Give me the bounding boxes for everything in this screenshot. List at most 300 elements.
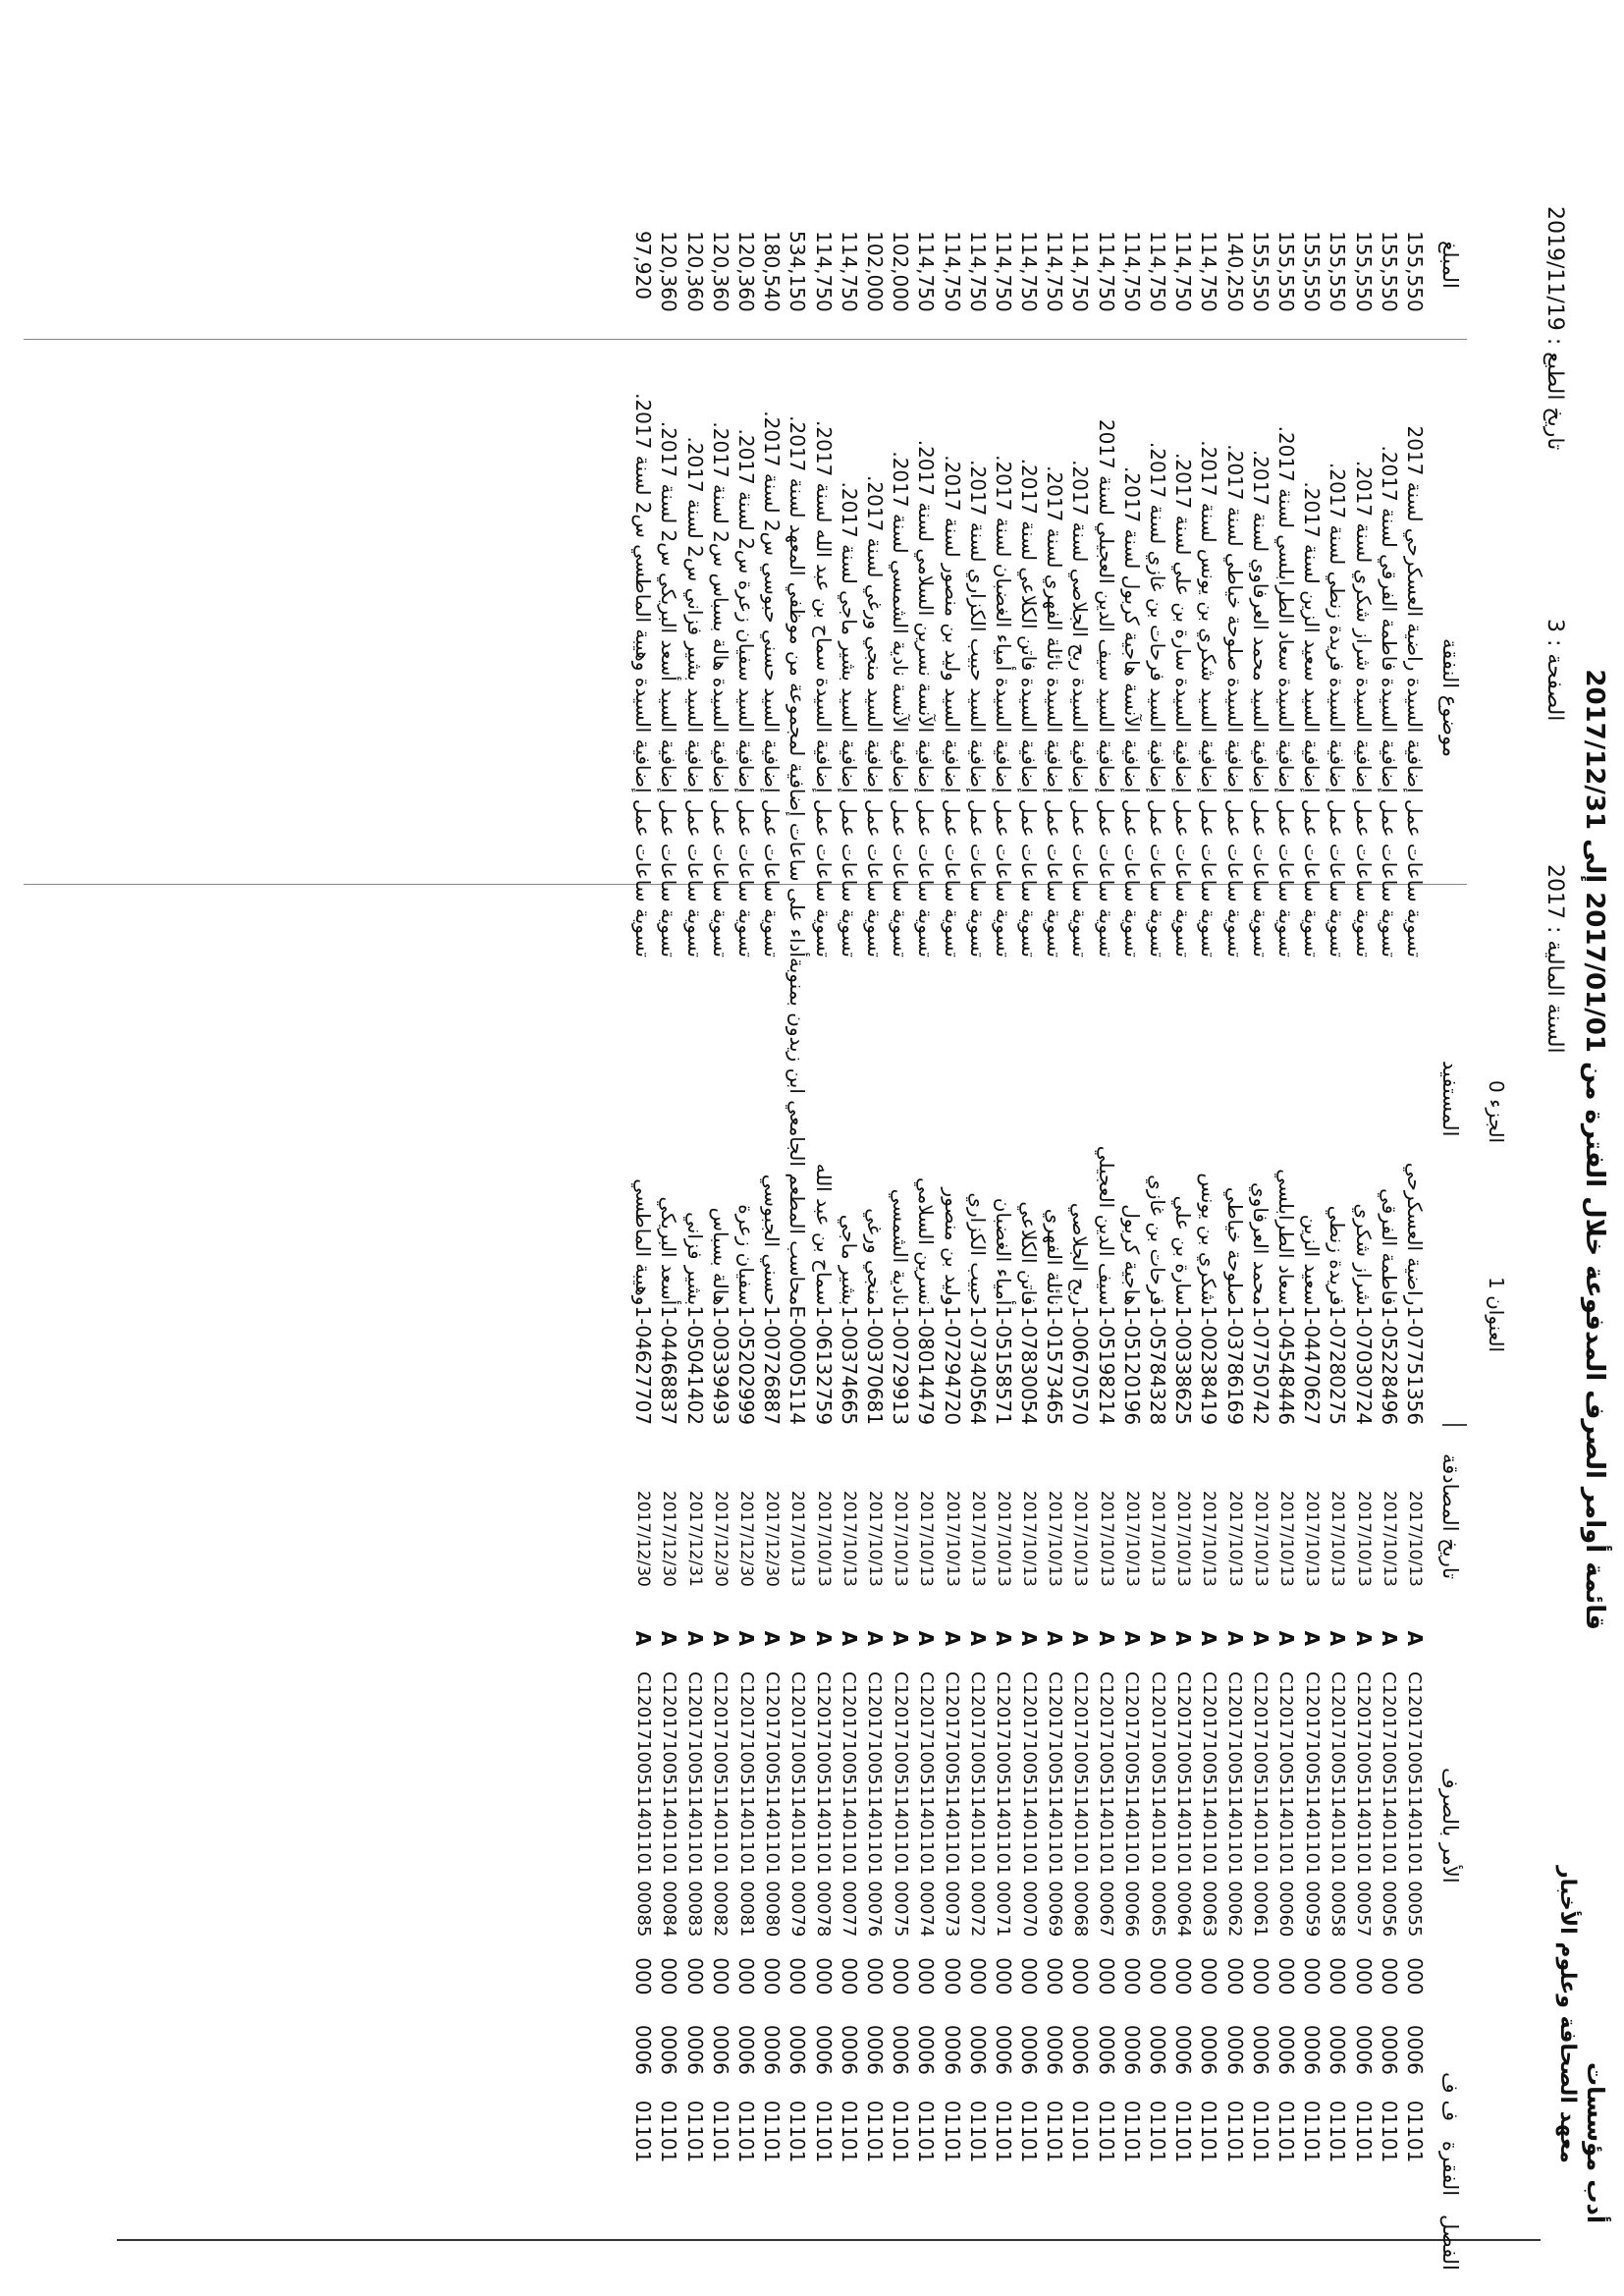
amount-cell: 102,000 <box>889 231 913 312</box>
subject-cell: تسوية ساعات عمل إضافية السيدة فريدة زنطي لسنة 2017. <box>1326 462 1350 957</box>
beneficiary-name-cell: فريدة زنطي <box>1326 1205 1350 1306</box>
status-cell: A <box>1351 1630 1376 1647</box>
order-cell: C12017100511401101 00085 <box>632 1671 654 1938</box>
status-cell: A <box>862 1630 887 1647</box>
beneficiary-name-cell: حسني الجبوسي <box>760 1174 785 1306</box>
amount-cell: 120,360 <box>734 231 759 312</box>
date-cell: 2017/10/13 <box>916 1490 937 1587</box>
unwan-label: العنوان <box>1485 1295 1508 1353</box>
table-row <box>1377 231 1402 2180</box>
subparagraph-cell: 000 <box>965 1957 990 1995</box>
date-cell: 2017/10/13 <box>967 1490 988 1587</box>
col-subparagraph: ف ف <box>1438 2072 1462 2122</box>
subparagraph-cell: 000 <box>862 1957 887 1995</box>
beneficiary-id-cell: 1-05784328 <box>1146 1305 1170 1426</box>
date-cell: 2017/12/30 <box>710 1490 731 1587</box>
page-label: الصفحة : <box>1543 639 1567 722</box>
subject-cell: تسوية ساعات عمل إضافية السيد وليد بن منصور لسنة 2017. <box>940 455 964 957</box>
beneficiary-id-cell: 1-05198214 <box>1094 1305 1118 1426</box>
beneficiary-name-cell: شكري بن يونس <box>1197 1173 1221 1306</box>
chapter-cell: 01101 <box>862 2100 887 2163</box>
subparagraph-cell: 000 <box>1248 1957 1272 1995</box>
subparagraph-cell: 000 <box>1273 1957 1298 1995</box>
chapter-cell: 01101 <box>1300 2100 1325 2163</box>
date-cell: 2017/12/30 <box>762 1490 783 1587</box>
order-cell: C12017100511401101 00064 <box>1172 1671 1194 1938</box>
subparagraph-cell: 000 <box>1222 1957 1247 1995</box>
beneficiary-id-cell: 1-07030724 <box>1351 1305 1376 1426</box>
to-label: إلى <box>1580 839 1609 884</box>
col-date: تاريخ المصادقة <box>1438 1453 1462 1580</box>
subject-cell: تسوية ساعات عمل إضافية الآنسة نسرين السلامي لسنة 2017. <box>914 439 939 957</box>
chapter-cell: 01101 <box>1119 2100 1144 2163</box>
beneficiary-id-cell: 1-00729913 <box>889 1305 913 1426</box>
chapter-cell: 01101 <box>760 2100 785 2163</box>
amount-cell: 155,550 <box>1402 231 1427 312</box>
amount-cell: 114,750 <box>1094 231 1118 312</box>
table-row <box>1094 231 1119 2180</box>
paragraph-cell: 0006 <box>1146 2024 1170 2075</box>
beneficiary-name-cell: سعاد الطرابلسي <box>1273 1169 1298 1306</box>
paragraph-cell: 0006 <box>760 2024 785 2075</box>
fiscal-year-value: 2017 <box>1543 864 1567 919</box>
order-cell: C12017100511401101 00077 <box>839 1671 860 1938</box>
beneficiary-id-cell: 1-05041402 <box>682 1305 707 1426</box>
order-cell: C12017100511401101 00074 <box>915 1671 937 1938</box>
beneficiary-id-cell: 1-04548446 <box>1273 1305 1298 1426</box>
order-cell: C12017100511401101 00056 <box>1379 1671 1400 1938</box>
chapter-cell: 01101 <box>889 2100 913 2163</box>
amount-cell: 114,750 <box>837 231 861 312</box>
date-cell: 2017/10/13 <box>993 1490 1013 1587</box>
subject-cell: تسوية ساعات عمل إضافية السيد شكري بن يونس لسنة 2017. <box>1197 440 1221 957</box>
order-cell: C12017100511401101 00061 <box>1250 1671 1272 1938</box>
status-cell: A <box>1377 1630 1401 1647</box>
beneficiary-name-cell: سفيان زعرة <box>734 1204 759 1306</box>
beneficiary-id-cell: 1-00726887 <box>760 1305 785 1426</box>
order-cell: C12017100511401101 00072 <box>967 1671 989 1938</box>
beneficiary-id-cell: 1-07294720 <box>940 1305 964 1426</box>
subparagraph-cell: 000 <box>991 1957 1015 1995</box>
subject-cell: تسوية ساعات عمل إضافية السيدة وهيبة الماطسي س2 لسنة 2017. <box>631 393 656 957</box>
status-cell: A <box>1068 1630 1093 1647</box>
beneficiary-name-cell: سماح بن عبد الله <box>811 1163 836 1306</box>
col-paragraph: الفقرة <box>1438 2141 1462 2197</box>
subject-cell: تسوية ساعات عمل إضافية السيد محمد العرفاوي لسنة 2017. <box>1248 449 1272 957</box>
page-number: 3 <box>1543 619 1567 632</box>
date-cell: 2017/10/13 <box>1404 1490 1425 1587</box>
date-cell: 2017/10/13 <box>1121 1490 1142 1587</box>
date-cell: 2017/10/13 <box>1275 1490 1296 1587</box>
beneficiary-id-cell: 1-06132759 <box>811 1305 836 1426</box>
subject-cell: تسوية ساعات عمل إضافية السيد منجي ورغي لسنة 2017. <box>862 475 887 957</box>
amount-cell: 114,750 <box>1197 231 1221 312</box>
order-cell: C12017100511401101 00079 <box>786 1671 808 1938</box>
amount-cell: 114,750 <box>811 231 836 312</box>
paragraph-cell: 0006 <box>708 2024 732 2075</box>
table-row <box>682 231 708 2180</box>
subparagraph-cell: 000 <box>734 1957 759 1995</box>
beneficiary-id-cell: 1-08014479 <box>914 1305 939 1426</box>
chapter-cell: 01101 <box>1326 2100 1350 2163</box>
fiscal-year <box>1543 864 1567 1054</box>
table-row <box>939 231 964 2180</box>
order-cell: C12017100511401101 00071 <box>993 1671 1014 1938</box>
subparagraph-cell: 000 <box>1377 1957 1401 1995</box>
status-cell: A <box>708 1630 732 1647</box>
chapter-cell: 01101 <box>1171 2100 1196 2163</box>
beneficiary-id-cell: 1-00338625 <box>1171 1305 1196 1426</box>
table-row <box>1299 231 1325 2180</box>
status-cell: A <box>1300 1630 1325 1647</box>
beneficiary-name-cell: نسرين السلامي <box>914 1176 939 1306</box>
amount-cell: 114,750 <box>1119 231 1144 312</box>
status-cell: A <box>785 1630 810 1647</box>
date-cell: 2017/10/13 <box>1096 1490 1116 1587</box>
order-cell: C12017100511401101 00057 <box>1353 1671 1375 1938</box>
juz-value: 0 <box>1485 1080 1508 1093</box>
table-row <box>630 231 656 2180</box>
paragraph-cell: 0006 <box>1094 2024 1118 2075</box>
paragraph-cell: 0006 <box>811 2024 836 2075</box>
subject-cell: تسوية ساعات عمل إضافية السيد أسعد البريكي س2 لسنة 2017. <box>657 420 681 957</box>
paragraph-cell: 0006 <box>657 2024 681 2075</box>
page-info <box>1543 619 1567 721</box>
chapter-cell: 01101 <box>940 2100 964 2163</box>
date-cell: 2017/12/31 <box>684 1490 705 1587</box>
subparagraph-cell: 000 <box>811 1957 836 1995</box>
subparagraph-cell: 000 <box>1043 1957 1067 1995</box>
subparagraph-cell: 000 <box>708 1957 732 1995</box>
table-row <box>1402 231 1428 2180</box>
subparagraph-cell: 000 <box>1351 1957 1376 1995</box>
date-cell: 2017/12/30 <box>633 1490 654 1587</box>
paragraph-cell: 0006 <box>1402 2024 1427 2075</box>
order-cell: C12017100511401101 00080 <box>761 1671 783 1938</box>
status-cell: A <box>1222 1630 1247 1647</box>
subparagraph-cell: 000 <box>1119 1957 1144 1995</box>
table-body <box>630 231 1428 2180</box>
subject-cell: تسوية ساعات عمل إضافية السيد حبيب الكزاري لسنة 2017. <box>965 460 990 957</box>
table-row <box>965 231 991 2180</box>
amount-cell: 114,750 <box>940 231 964 312</box>
subparagraph-cell: 000 <box>682 1957 707 1995</box>
status-cell: A <box>965 1630 990 1647</box>
beneficiary-name-cell: منجي ورغي <box>862 1208 887 1306</box>
status-cell: A <box>1017 1630 1042 1647</box>
beneficiary-name-cell: راضية العسكرحي <box>1402 1162 1427 1306</box>
subparagraph-cell: 000 <box>631 1957 656 1995</box>
beneficiary-id-cell: 1-05120196 <box>1119 1305 1144 1426</box>
amount-cell: 114,750 <box>1017 231 1042 312</box>
amount-cell: 114,750 <box>965 231 990 312</box>
beneficiary-name-cell: محمد العرفاوي <box>1248 1182 1272 1306</box>
subject-cell: تسوية ساعات عمل إضافية السيدة شراز شكري لسنة 2017. <box>1351 460 1376 957</box>
chapter-cell: 01101 <box>1017 2100 1042 2163</box>
paragraph-cell: 0006 <box>940 2024 964 2075</box>
col-beneficiary: المستفيد <box>1438 1061 1462 1137</box>
order-cell: C12017100511401101 00068 <box>1069 1671 1091 1938</box>
beneficiary-id-cell: 1-00339493 <box>708 1305 732 1426</box>
status-cell: A <box>657 1630 681 1647</box>
paragraph-cell: 0006 <box>1171 2024 1196 2075</box>
paragraph-cell: 0006 <box>1248 2024 1272 2075</box>
order-cell: C12017100511401101 00076 <box>864 1671 886 1938</box>
print-date <box>1543 206 1567 450</box>
amount-cell: 155,550 <box>1248 231 1272 312</box>
beneficiary-name-cell: نائلة الفهري <box>1043 1208 1067 1306</box>
table-row <box>733 231 759 2180</box>
date-cell: 2017/10/13 <box>1353 1490 1374 1587</box>
header-rule <box>117 2239 1541 2241</box>
amount-cell: 114,750 <box>914 231 939 312</box>
subparagraph-cell: 000 <box>1094 1957 1118 1995</box>
subject-cell: تسوية ساعات عمل إضافية السيد فرحات بن غازي لسنة 2017. <box>1146 441 1170 957</box>
chapter-cell: 01101 <box>1402 2100 1427 2163</box>
status-cell: A <box>1273 1630 1298 1647</box>
subject-cell: تسوية ساعات عمل إضافية السيدة هالة بسباس س2 لسنة 2017. <box>708 421 732 957</box>
table-row <box>1042 231 1067 2180</box>
order-cell: C12017100511401101 00078 <box>813 1671 835 1938</box>
subject-cell: تسوية ساعات عمل إضافية السيد بشير ماجي لسنة 2017. <box>837 481 861 957</box>
beneficiary-id-cell: 1-04470627 <box>1300 1305 1325 1426</box>
subparagraph-cell: 000 <box>785 1957 810 1995</box>
chapter-cell: 01101 <box>811 2100 836 2163</box>
chapter-cell: 01101 <box>1197 2100 1221 2163</box>
table-row <box>1170 231 1196 2180</box>
beneficiary-name-cell: حبيب الكزاري <box>965 1192 990 1306</box>
beneficiary-name-cell: وهيبة الماطسي <box>631 1178 656 1306</box>
subject-cell: أداء على ساعات إضافية لمجموعة من موظفي المعهد لسنة 2017. <box>785 415 810 957</box>
order-cell: C12017100511401101 00082 <box>710 1671 731 1938</box>
order-cell: C12017100511401101 00055 <box>1404 1671 1426 1938</box>
date-cell: 2017/10/13 <box>942 1490 962 1587</box>
subparagraph-cell: 000 <box>1402 1957 1427 1995</box>
beneficiary-id-cell: 1-07340564 <box>965 1305 990 1426</box>
subparagraph-cell: 000 <box>889 1957 913 1995</box>
amount-cell: 114,750 <box>991 231 1015 312</box>
subject-cell: تسوية ساعات عمل إضافية السيدة سماح بن عبد الله لسنة 2017. <box>811 420 836 957</box>
amount-cell: 114,750 <box>1043 231 1067 312</box>
date-cell: 2017/12/30 <box>736 1490 757 1587</box>
beneficiary-name-cell: وليد بن منصور <box>940 1187 964 1306</box>
paragraph-cell: 0006 <box>1197 2024 1221 2075</box>
date-cell: 2017/10/13 <box>1302 1490 1323 1587</box>
paragraph-cell: 0006 <box>1326 2024 1350 2075</box>
paragraph-cell: 0006 <box>1300 2024 1325 2075</box>
subparagraph-cell: 000 <box>1197 1957 1221 1995</box>
subject-cell: تسوية ساعات عمل إضافية السيدة ربح الجلاصي لسنة 2017. <box>1068 460 1093 957</box>
date-cell: 2017/10/13 <box>1250 1490 1271 1587</box>
chapter-cell: 01101 <box>991 2100 1015 2163</box>
subject-cell: تسوية ساعات عمل إضافية السيد بشير فزاني س2 لسنة 2017. <box>682 436 707 957</box>
beneficiary-id-cell: 1-01573465 <box>1043 1305 1067 1426</box>
table-row <box>708 231 733 2180</box>
subject-cell: تسوية ساعات عمل إضافية السيدة فاتن الكلاعي لسنة 2017. <box>1017 458 1042 957</box>
paragraph-cell: 0006 <box>1351 2024 1376 2075</box>
beneficiary-id-cell: E-00005114 <box>785 1305 810 1426</box>
table-row <box>888 231 913 2180</box>
paragraph-cell: 0006 <box>1043 2024 1067 2075</box>
subject-cell: تسوية ساعات عمل إضافية السيد سيف الدين العجيلي لسنة 2017 <box>1094 418 1118 957</box>
date-cell: 2017/10/13 <box>1379 1490 1399 1587</box>
amount-cell: 155,550 <box>1377 231 1401 312</box>
from-date: 2017/01/01 <box>1580 892 1609 1053</box>
subparagraph-cell: 000 <box>1017 1957 1042 1995</box>
amount-cell: 114,750 <box>1171 231 1196 312</box>
beneficiary-id-cell: 1-05158571 <box>991 1305 1015 1426</box>
beneficiary-id-cell: 1-00238419 <box>1197 1305 1221 1426</box>
status-cell: A <box>760 1630 785 1647</box>
paragraph-cell: 0006 <box>889 2024 913 2075</box>
table-row <box>656 231 681 2180</box>
status-cell: A <box>1197 1630 1221 1647</box>
chapter-cell: 01101 <box>657 2100 681 2163</box>
status-cell: A <box>1146 1630 1170 1647</box>
table-row <box>811 231 837 2180</box>
chapter-cell: 01101 <box>1248 2100 1272 2163</box>
subject-cell: تسوية ساعات عمل إضافية السيدة فاطمة الفرقي لسنة 2017. <box>1377 445 1401 957</box>
paragraph-cell: 0006 <box>631 2024 656 2075</box>
order-cell: C12017100511401101 00066 <box>1121 1671 1143 1938</box>
paragraph-cell: 0006 <box>1068 2024 1093 2075</box>
table-row <box>991 231 1016 2180</box>
order-cell: C12017100511401101 00067 <box>1096 1671 1117 1938</box>
beneficiary-id-cell: 1-04468837 <box>657 1305 681 1426</box>
amount-cell: 114,750 <box>1146 231 1170 312</box>
beneficiary-id-cell: 1-05228496 <box>1377 1305 1401 1426</box>
beneficiary-name-cell: بشير فزاني <box>682 1212 707 1306</box>
status-cell: A <box>1326 1630 1350 1647</box>
amount-cell: 155,550 <box>1273 231 1298 312</box>
table-row <box>1325 231 1350 2180</box>
amount-cell: 120,360 <box>682 231 707 312</box>
beneficiary-name-cell: فاطمة الفرقي <box>1377 1188 1401 1306</box>
beneficiary-name-cell: أمياء الغضبان <box>991 1197 1015 1306</box>
chapter-cell: 01101 <box>965 2100 990 2163</box>
expense-table <box>630 231 1428 2180</box>
table-row <box>913 231 939 2180</box>
col-order: الأمر بالصرف <box>1438 1768 1462 1884</box>
chapter-cell: 01101 <box>631 2100 656 2163</box>
table-row <box>785 231 810 2180</box>
paragraph-cell: 0006 <box>1273 2024 1298 2075</box>
fiscal-year-label: السنة المالية : <box>1543 926 1567 1054</box>
chapter-cell: 01101 <box>1094 2100 1118 2163</box>
title-text: قائمة أوامر الصرف المدفوعة خلال الفترة من <box>1580 1061 1609 1630</box>
table-row <box>1119 231 1145 2180</box>
beneficiary-name-cell: صلوحة خياطي <box>1222 1186 1247 1306</box>
print-date-value: 2019/11/19 <box>1543 206 1567 331</box>
table-row <box>1145 231 1170 2180</box>
subject-cell: تسوية ساعات عمل إضافية السيد حسني حبوسي س2 لسنة 2017. <box>760 410 785 957</box>
subparagraph-cell: 000 <box>1171 1957 1196 1995</box>
beneficiary-name-cell: محاسب المطعم الجامعي ابن زيدون بمنوبة <box>785 957 810 1306</box>
subject-cell: تسوية ساعات عمل إضافية السيدة نائلة الفهري لسنة 2017. <box>1043 465 1067 957</box>
amount-cell: 155,550 <box>1326 231 1350 312</box>
subject-cell: تسوية ساعات عمل إضافية السيدة أمياء الغضبان لسنة 2017. <box>991 455 1015 957</box>
table-row <box>1350 231 1376 2180</box>
date-cell: 2017/10/13 <box>1070 1490 1091 1587</box>
amount-cell: 155,550 <box>1351 231 1376 312</box>
amount-cell: 155,550 <box>1300 231 1325 312</box>
table-row <box>1016 231 1042 2180</box>
status-cell: A <box>1248 1630 1272 1647</box>
date-cell: 2017/10/13 <box>1045 1490 1065 1587</box>
order-cell: C12017100511401101 00084 <box>658 1671 679 1938</box>
chapter-cell: 01101 <box>1351 2100 1376 2163</box>
subject-cell: تسوية ساعات عمل إضافية السيدة سارة بن علي لسنة 2017. <box>1171 452 1196 957</box>
table-row <box>1067 231 1093 2180</box>
beneficiary-id-cell: 1-05202999 <box>734 1305 759 1426</box>
amount-cell: 102,000 <box>862 231 887 312</box>
chapter-cell: 01101 <box>1377 2100 1401 2163</box>
paragraph-cell: 0006 <box>682 2024 707 2075</box>
status-cell: A <box>682 1630 707 1647</box>
beneficiary-name-cell: هالة بسباس <box>708 1207 732 1306</box>
date-cell: 2017/10/13 <box>1199 1490 1219 1587</box>
status-cell: A <box>1171 1630 1196 1647</box>
chapter-cell: 01101 <box>1146 2100 1170 2163</box>
beneficiary-name-cell: ربح الجلاصي <box>1068 1202 1093 1306</box>
chapter-cell: 01101 <box>682 2100 707 2163</box>
paragraph-cell: 0006 <box>837 2024 861 2075</box>
juz <box>1485 1080 1508 1143</box>
chapter-cell: 01101 <box>1273 2100 1298 2163</box>
date-cell: 2017/10/13 <box>1019 1490 1040 1587</box>
order-cell: C12017100511401101 00062 <box>1224 1671 1246 1938</box>
beneficiary-id-cell: 1-07751356 <box>1402 1305 1427 1426</box>
paragraph-cell: 0006 <box>1222 2024 1247 2075</box>
beneficiary-name-cell: فرحات بن غازي <box>1146 1175 1170 1306</box>
unwan-value: 1 <box>1485 1277 1508 1289</box>
beneficiary-name-cell: سعيد الزين <box>1300 1214 1325 1306</box>
chapter-cell: 01101 <box>914 2100 939 2163</box>
order-cell: C12017100511401101 00081 <box>735 1671 757 1938</box>
amount-cell: 534,150 <box>785 231 810 312</box>
subparagraph-cell: 000 <box>1146 1957 1170 1995</box>
status-cell: A <box>811 1630 836 1647</box>
date-cell: 2017/10/13 <box>787 1490 808 1587</box>
beneficiary-name-cell: سارة بن علي <box>1171 1195 1196 1306</box>
date-cell: 2017/10/13 <box>1148 1490 1168 1587</box>
order-cell: C12017100511401101 00058 <box>1326 1671 1348 1938</box>
amount-cell: 180,540 <box>760 231 785 312</box>
subparagraph-cell: 000 <box>914 1957 939 1995</box>
chapter-cell: 01101 <box>837 2100 861 2163</box>
col-subject: موضوع النفقة <box>1438 638 1462 758</box>
beneficiary-name-cell: بشير ماجي <box>837 1214 861 1306</box>
amount-cell: 120,360 <box>657 231 681 312</box>
subject-cell: تسوية ساعات عمل إضافية الآنسة نادية الشمسي لسنة 2017. <box>889 451 913 957</box>
status-cell: A <box>889 1630 913 1647</box>
beneficiary-name-cell: أسعد البريكي <box>657 1196 681 1306</box>
status-cell: A <box>991 1630 1015 1647</box>
paragraph-cell: 0006 <box>785 2024 810 2075</box>
status-cell: A <box>914 1630 939 1647</box>
amount-cell: 140,250 <box>1222 231 1247 312</box>
amount-cell: 114,750 <box>1068 231 1093 312</box>
order-cell: C12017100511401101 00073 <box>942 1671 963 1938</box>
subject-cell: تسوية ساعات عمل إضافية السيدة سعاد الطرابلسي لسنة 2017. <box>1273 425 1298 957</box>
chapter-cell: 01101 <box>1043 2100 1067 2163</box>
subject-cell: تسوية ساعات عمل إضافية السيدة راضية العسكرحي لسنة 2017 <box>1402 425 1427 957</box>
org-name: أدب مؤسسات <box>1582 2062 1609 2224</box>
chapter-cell: 01101 <box>785 2100 810 2163</box>
chapter-cell: 01101 <box>1222 2100 1247 2163</box>
paragraph-cell: 0006 <box>734 2024 759 2075</box>
beneficiary-id-cell: 1-03786169 <box>1222 1305 1247 1426</box>
